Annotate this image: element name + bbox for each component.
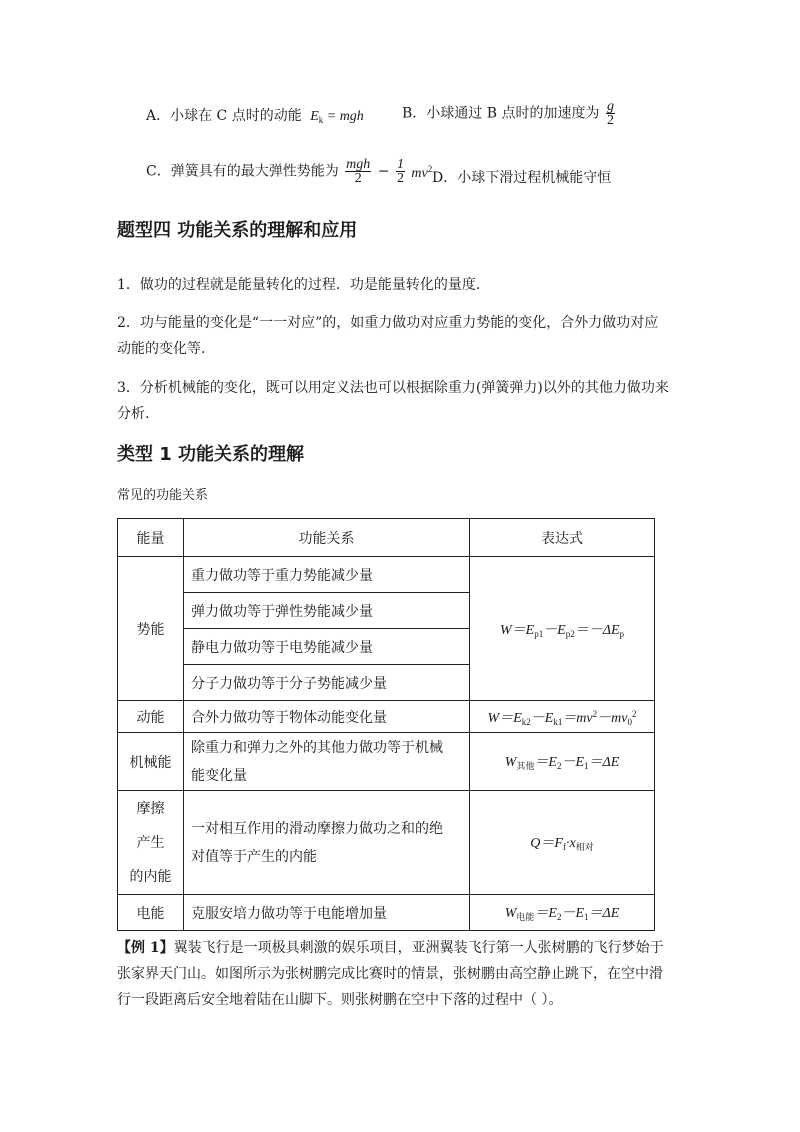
table-row (118, 791, 655, 895)
header-energy: 能量 (118, 519, 184, 557)
header-relation: 功能关系 (184, 519, 470, 557)
example-line-2: 张家界天门山。如图所示为张树鹏完成比赛时的情景，张树鹏由高空静止跳下，在空中滑 (117, 966, 663, 982)
expr-electric: $W_{电能}=E_2-E_1=\Delta E$ (470, 895, 655, 931)
table-row (118, 557, 655, 593)
point-3-line-1: 3．分析机械能的变化，既可以用定义法也可以根据除重力(弹簧弹力)以外的其他力做功来 (117, 380, 669, 396)
relation-friction: 一对相互作用的滑动摩擦力做功之和的绝 对值等于产生的内能 (184, 791, 470, 895)
energy-friction: 摩擦 产生 的内能 (118, 791, 184, 895)
relation-molecular: 分子力做功等于分子势能减少量 (184, 665, 470, 701)
example-line-3: 行一段距离后安全地着陆在山脚下。则张树鹏在空中下落的过程中（ ）。 (117, 992, 563, 1008)
example-tag: 【例 1】 (117, 940, 174, 956)
relation-gravity: 重力做功等于重力势能减少量 (184, 557, 470, 593)
relation-electrostatic: 静电力做功等于电势能减少量 (184, 629, 470, 665)
point-1: 1．做功的过程就是能量转化的过程．功是能量转化的量度. (117, 277, 481, 293)
energy-relation-table (117, 518, 655, 931)
energy-mechanical: 机械能 (118, 733, 184, 791)
table-row (118, 701, 655, 733)
table-row (118, 733, 655, 791)
relation-mechanical: 除重力和弹力之外的其他力做功等于机械 能变化量 (184, 733, 470, 791)
option-b: B．小球通过 B 点时的加速度为 $\frac{g}{2}$ (402, 99, 614, 128)
relation-electric: 克服安培力做功等于电能增加量 (184, 895, 470, 931)
relation-elastic: 弹力做功等于弹性势能减少量 (184, 593, 470, 629)
example-line-1: 【例 1】翼装飞行是一项极具刺激的娱乐项目，亚洲翼装飞行第一人张树鹏的飞行梦始于 (117, 940, 664, 956)
energy-potential: 势能 (118, 557, 184, 701)
table-row (118, 895, 655, 931)
expr-friction: $Q=F_f\cdot x_{相对}$ (470, 791, 655, 895)
energy-kinetic: 动能 (118, 701, 184, 733)
section-title: 题型四 功能关系的理解和应用 (117, 220, 358, 241)
option-a: A．小球在 C 点时的动能 $E_k$ = mgh (146, 108, 364, 125)
point-2-line-2: 动能的变化等. (117, 341, 206, 357)
option-d: D．小球下滑过程机械能守恒 (432, 170, 612, 186)
expr-kinetic: $W=E_{k2}-E_{k1}=mv^2-mv_0^2$ (470, 701, 655, 733)
type-title: 类型 1 功能关系的理解 (117, 444, 305, 465)
table-header-row (118, 519, 655, 557)
table-caption: 常见的功能关系 (117, 488, 209, 503)
option-c: C．弹簧具有的最大弹性势能为 $\frac{\text{mgh}}{2}$ − $\frac{1}{2}$ $mv^2$ (146, 157, 433, 186)
point-2-line-1: 2．功与能量的变化是“一一对应”的，如重力做功对应重力势能的变化，合外力做功对应 (117, 315, 659, 331)
header-expression: 表达式 (470, 519, 655, 557)
point-3-line-2: 分析. (117, 406, 150, 422)
expr-mechanical: $W_{其他}=E_2-E_1=\Delta E$ (470, 733, 655, 791)
expr-potential: $W=E_{p1}-E_{p2}=-\Delta E_p$ (470, 557, 655, 701)
relation-kinetic: 合外力做功等于物体动能变化量 (184, 701, 470, 733)
energy-electric: 电能 (118, 895, 184, 931)
